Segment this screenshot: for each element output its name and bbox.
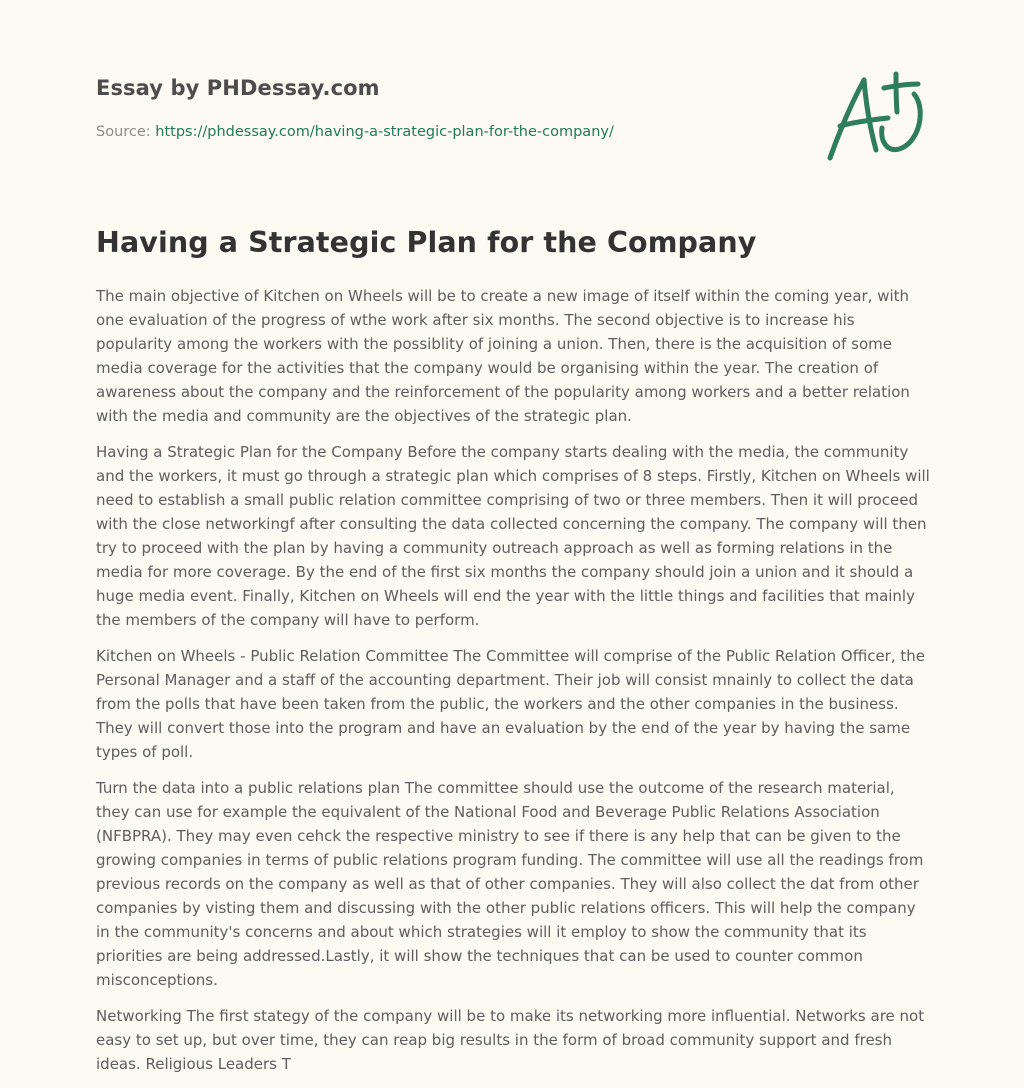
essay-paragraph: Networking The first stategy of the company will be to make its networking more influential. Networks are not easy to set up, but over time, they can reap big results in the form of broad community support and fresh ideas. Religious Leaders T <box>96 1007 925 1073</box>
source-link[interactable]: https://phdessay.com/having-a-strategic-plan-for-the-company/ <box>155 124 614 140</box>
essay-paragraph: The main objective of Kitchen on Wheels will be to create a new image of itself within the coming year, with one evaluation of the progress of wthe work after six months. The second objective is to increase his popularity among the workers with the possiblity of joining a union. Then, there is the acquisition of some media coverage for the activities that the company would be organising within the year. The creation of awareness about the company and the reinforcement of the popularity among workers and a better relation with the media and community are the objectives of the strategic plan. <box>96 287 910 425</box>
source-label: Source: <box>96 124 151 140</box>
essay-paragraph: Kitchen on Wheels - Public Relation Committee The Committee will comprise of the Public Relation Officer, the Personal Manager and a staff of the accounting department. Their job will consist mnainly to collect the data from the polls that have been taken from the public, the workers and the other companies in the business. They will convert those into the program and have an evaluation by the end of the year by having the same types of poll. <box>96 647 925 761</box>
site-name: Essay by PHDessay.com <box>96 76 380 100</box>
a-plus-logo-icon <box>818 64 930 168</box>
essay-paragraph: Turn the data into a public relations plan The committee should use the outcome of the research material, they can use for example the equivalent of the National Food and Beverage Public Relations Association (NFBPRA). They may even cehck the respective ministry to see if there is any help that can be given to the growing companies in terms of public relations program funding. The committee will use all the readings from previous records on the company as well as that of other companies. They will also collect the dat from other companies by visting them and discussing with the other public relations officers. This will help the company in the community's concerns and about which strategies will it employ to show the community that its priorities are being addressed.Lastly, it will show the techniques that can be used to counter common misconceptions. <box>96 779 924 989</box>
essay-title: Having a Strategic Plan for the Company <box>96 226 757 259</box>
essay-paragraph: Having a Strategic Plan for the Company Before the company starts dealing with the media, the community and the workers, it must go through a strategic plan which comprises of 8 steps. Firstly, Kitchen on Wheels will need to establish a small public relation committee comprising of two or three members. Then it will proceed with the close networkingf after consulting the data collected concerning the company. The company will then try to proceed with the plan by having a community outreach approach as well as forming relations in the media for more coverage. By the end of the first six months the company should join a union and it should a huge media event. Finally, Kitchen on Wheels will end the year with the little things and facilities that mainly the members of the company will have to perform. <box>96 443 930 629</box>
essay-body <box>96 284 932 1088</box>
source-line <box>96 124 614 140</box>
